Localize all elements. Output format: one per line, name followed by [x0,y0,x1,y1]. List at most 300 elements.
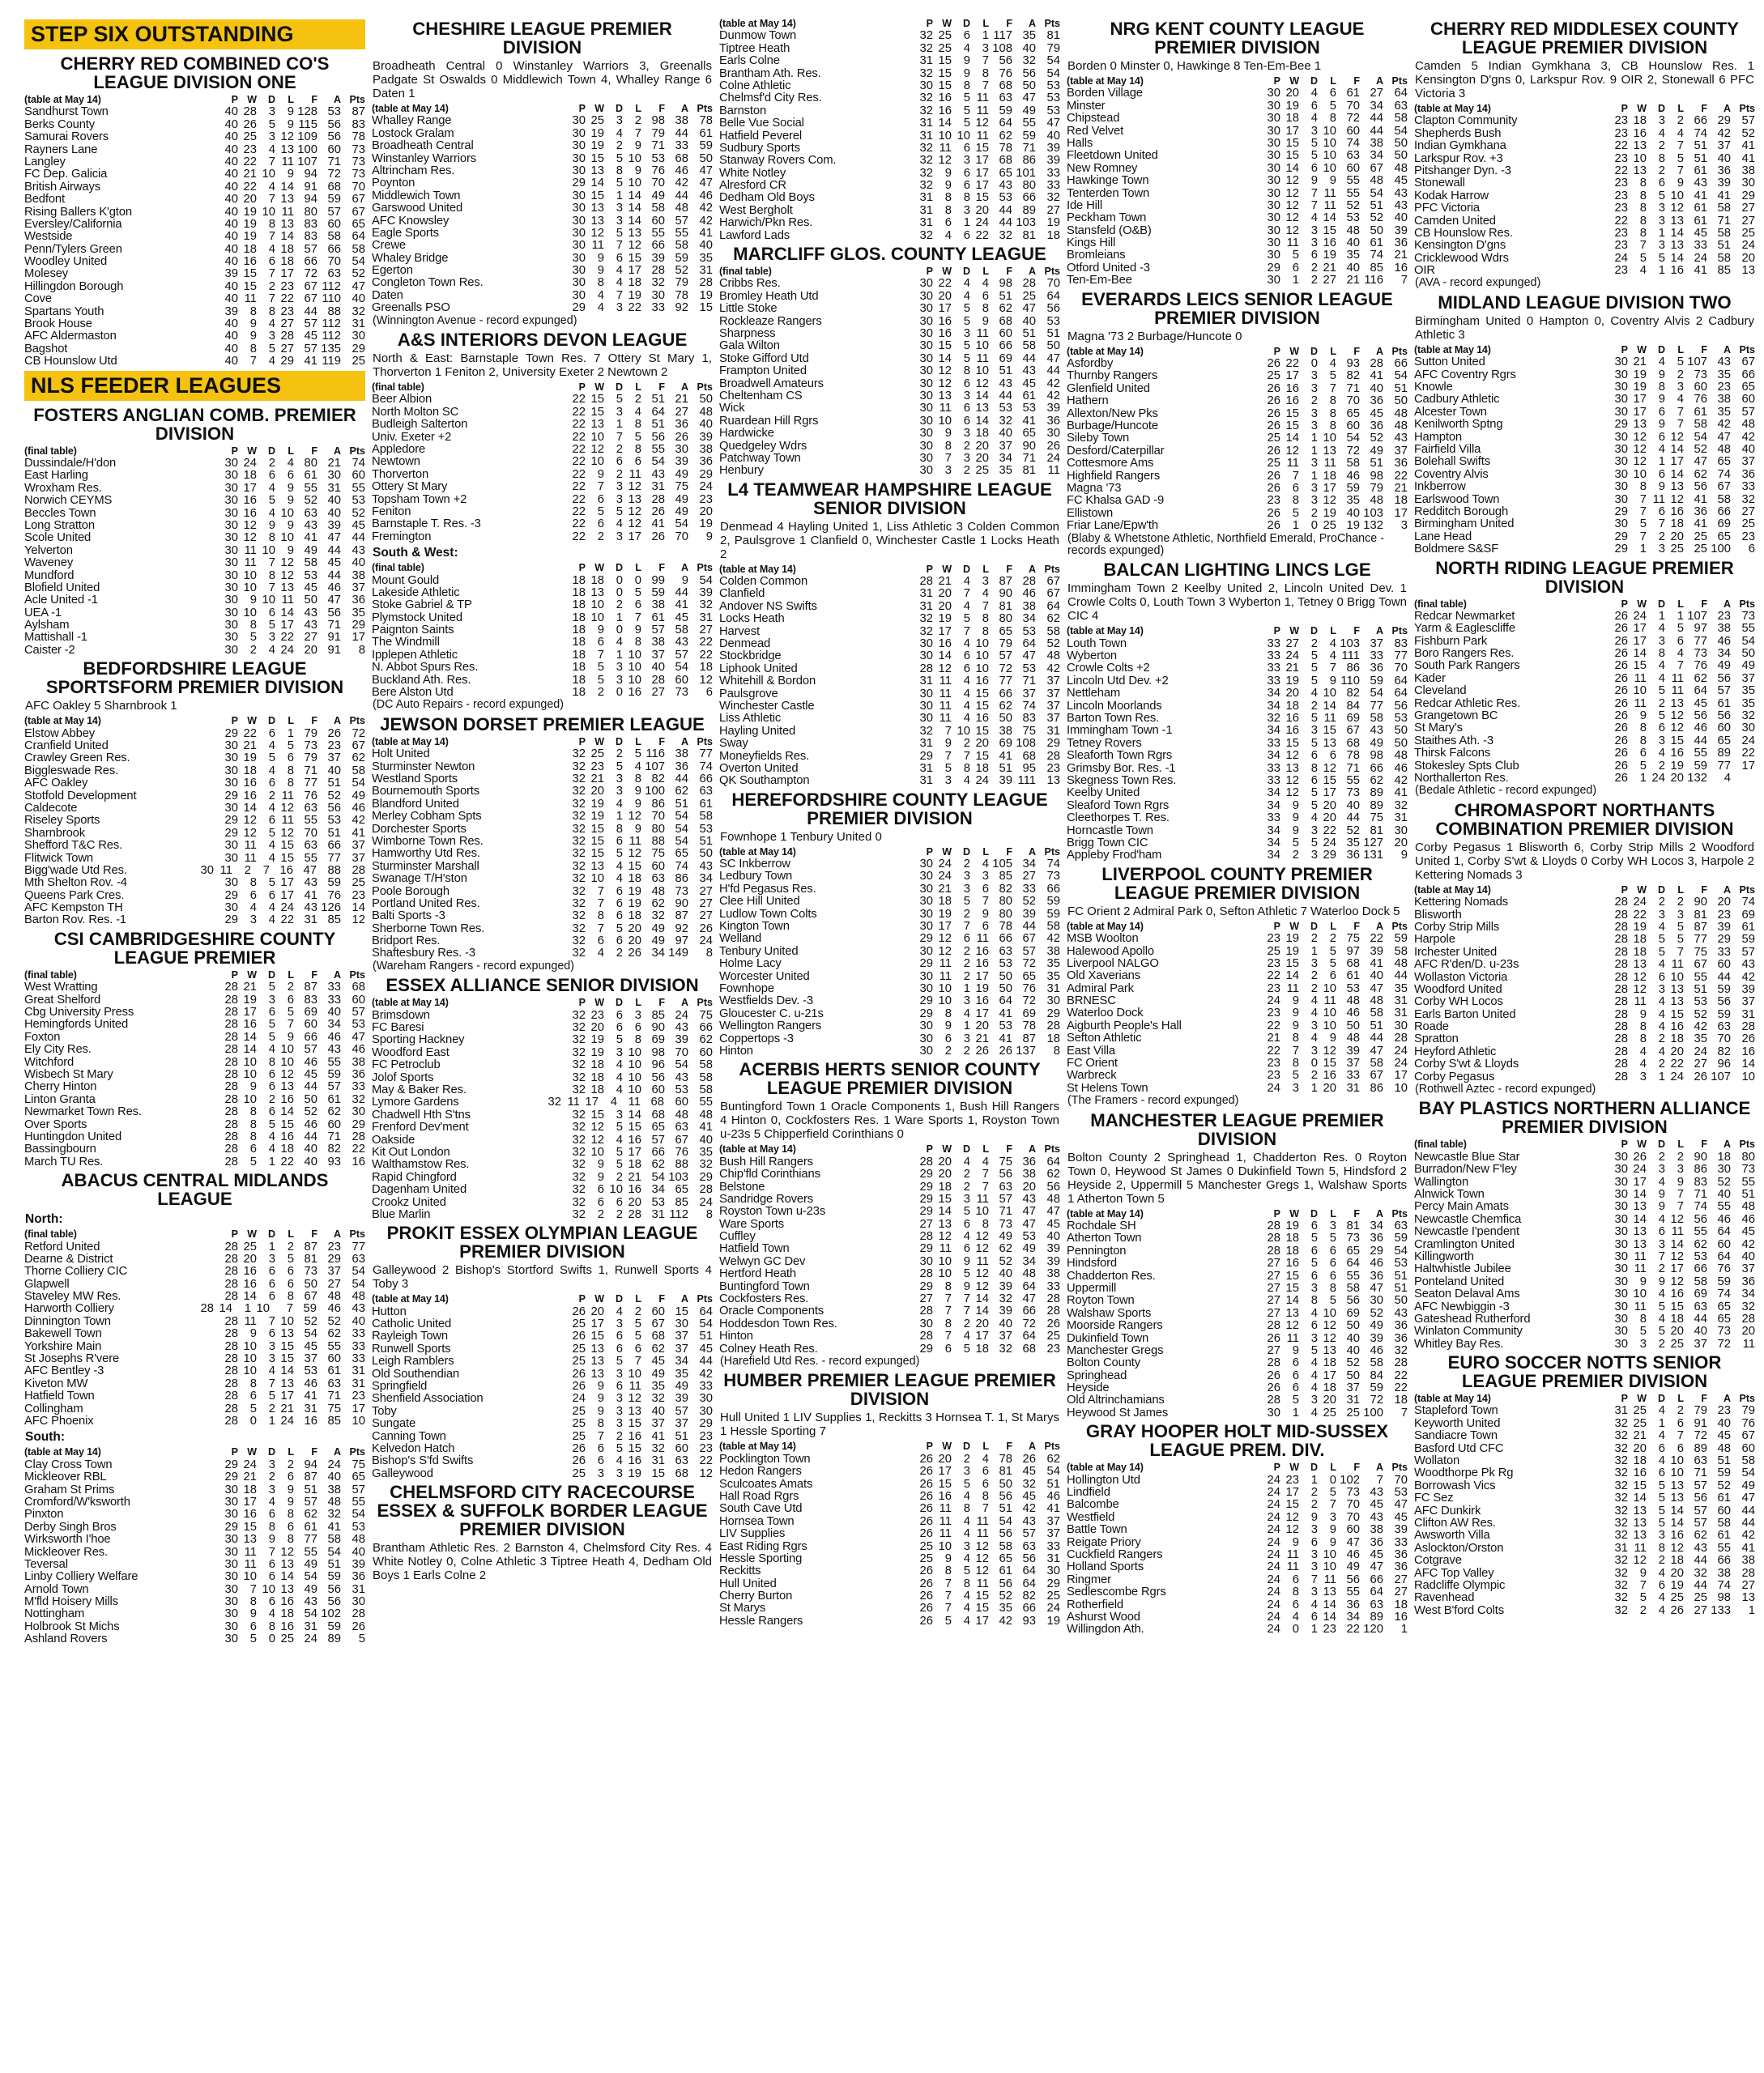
stat-cell: 44 [675,773,688,785]
stat-cell: 4 [1658,355,1665,369]
stat-cell: 23 [280,279,294,293]
stat-cell: 29 [919,1168,933,1181]
stat-cell: 24 [1267,1523,1280,1537]
stat-cell: 13 [1046,774,1060,788]
stat-cell: 30 [1614,443,1628,456]
team-name: Cromford/W'ksworth [24,1496,130,1509]
table-row [24,777,365,790]
stat-cell: 54 [699,573,713,587]
table-row [719,378,1060,390]
stat-cell: 4 [1658,1312,1665,1326]
stat-cell: 4 [616,126,623,140]
stat-cell: 29 [572,177,586,190]
stat-cell: 24 [1694,1045,1707,1058]
stat-cell: 29 [919,1205,933,1219]
stat-cell: 81 [1046,29,1060,43]
table-header-row [1414,884,1755,896]
stat-cell: 32 [919,624,933,638]
league-section [372,329,713,543]
stat-cell: 11 [628,1096,641,1109]
stat-cell: 4 [1658,995,1665,1009]
column-header: D [1657,598,1665,610]
stat-cell: 34 [1267,849,1280,862]
stat-cell: 36 [1394,236,1408,250]
stat-cell: 17 [1323,1369,1336,1382]
column-header: W [1637,1139,1647,1151]
stat-cell: 126 [321,901,341,915]
stat-cell: 68 [650,1096,664,1109]
stat-cell: 8 [1329,112,1336,126]
stat-cell: 55 [1346,1586,1360,1599]
stat-cell: 73 [352,143,365,156]
stat-cell: 28 [224,1390,238,1403]
stat-cell: 23 [1267,1057,1280,1071]
stat-cell: 15 [280,851,294,865]
table-row [24,607,365,619]
stat-cell: 14 [1323,1598,1336,1611]
column-header: Pts [1391,1207,1408,1220]
stat-cell: 48 [675,1108,688,1122]
stat-cell: 54 [651,455,665,469]
stat-cell: 48 [1022,1267,1036,1281]
table-row [1414,1189,1755,1201]
stat-cell: 5 [1310,712,1318,726]
stat-cell: 44 [327,568,341,582]
column-header: P [1621,598,1628,610]
stat-cell: 12 [1670,492,1684,506]
table-row [372,1455,713,1467]
stat-cell: 8 [1329,407,1336,420]
stat-cell: 92 [675,922,688,935]
column-header: D [962,1143,970,1156]
team-name: Frenford Dev'ment [372,1122,469,1134]
team-name: Cheltenham CS [719,389,803,402]
league-title: CHROMASPORT NORTHANTS COMBINATION PREMIER DIVISION [1435,799,1734,839]
table-row [24,557,365,569]
team-name: Cherry Hinton [24,1081,97,1094]
stat-cell: 13 [590,164,604,177]
stat-cell: 10 [262,1582,275,1596]
team-name: Caldecote [24,802,78,815]
stat-cell: 52 [1046,637,1060,651]
stat-cell: 61 [1717,1492,1731,1505]
stat-cell: 8 [1639,1032,1647,1046]
stat-cell: 19 [628,288,641,302]
table-row [24,1119,365,1131]
stat-cell: 42 [1046,932,1060,946]
stat-cell: 7 [1400,274,1408,287]
stat-cell: 2 [1658,1554,1665,1568]
table-row [719,713,1060,725]
stat-cell: 26 [1267,1381,1280,1395]
stat-cell: 48 [1394,419,1408,432]
stat-cell: 19 [1633,381,1647,394]
stat-cell: 47 [699,164,713,177]
stat-cell: 9 [268,518,275,532]
table-row [1067,787,1408,799]
team-name: March TU Res. [24,1156,104,1168]
stat-cell: 36 [1370,662,1383,675]
stat-cell: 12 [938,154,952,168]
stat-cell: 98 [999,277,1012,291]
stat-cell: 64 [1022,1330,1036,1343]
stat-cell: 52 [1370,432,1383,445]
stat-cell: 22 [572,418,586,432]
team-name: West Bergholt [719,204,793,217]
table-row [372,140,713,152]
column-header: A [333,1446,341,1458]
stat-cell: 37 [1370,636,1383,650]
stat-cell: 52 [327,789,341,802]
column-header: F [658,1293,665,1305]
stat-cell: 48 [1370,174,1383,188]
stat-cell: 40 [1370,381,1383,395]
stat-cell: 14 [280,1570,294,1584]
stat-cell: 14 [628,1108,641,1122]
stat-cell: 13 [280,1557,294,1571]
table-row [1067,1599,1408,1611]
stat-cell: 9 [249,317,257,331]
stat-cell: 26 [919,1465,933,1479]
stat-cell: 32 [548,1096,561,1109]
stat-cell: 97 [1346,944,1360,958]
stat-cell: 44 [675,585,688,599]
stat-cell: 68 [675,151,688,165]
stat-cell: 8 [249,1117,257,1131]
stat-cell: 10 [1323,1007,1336,1020]
stat-cell: 51 [999,761,1012,775]
team-name: Hillingdon Borough [24,280,124,293]
column-header: A [1723,598,1731,610]
stat-cell: 46 [699,189,713,202]
stat-cell: 29 [919,1242,933,1256]
stat-cell: 30 [224,556,238,570]
stat-cell: 25 [938,29,952,43]
stat-cell: 40 [224,279,238,293]
stat-cell: 32 [572,760,586,773]
league-title: HEREFORDSHIRE COUNTY LEAGUE PREMIER DIVISION [731,789,1048,828]
table-note: (Blaby & Whetstone Athletic, Northfield Emerald, ProChance - records expunged) [1067,531,1384,557]
column-header: Pts [697,997,713,1009]
stat-cell: 65 [1346,1244,1360,1258]
stat-cell: 9 [1329,674,1336,687]
stat-cell: 40 [1394,211,1408,225]
stat-cell: 6 [1310,1244,1318,1258]
team-name: Pitshanger Dyn. -3 [1414,164,1511,177]
stat-cell: 40 [327,506,341,520]
stat-cell: 16 [938,1489,952,1503]
stat-cell: 2 [1310,1498,1318,1512]
stat-cell: 2 [1677,114,1684,128]
stat-cell: 32 [572,909,586,923]
stat-cell: 37 [1022,687,1036,700]
stat-cell: 56 [1694,1492,1707,1505]
stat-cell: 32 [999,1342,1012,1356]
stat-cell: 60 [1346,419,1360,432]
stat-cell: 8 [1053,1044,1060,1058]
stat-cell: 25 [1046,1590,1060,1603]
team-name: Friar Lane/Epw'th [1067,520,1158,533]
stat-cell: 51 [1046,1477,1060,1491]
stat-cell: 3 [963,994,970,1008]
stat-cell: 34 [675,1355,688,1369]
stat-cell: 5 [616,504,623,518]
stat-cell: 21 [243,1471,257,1484]
table-row [24,1143,365,1156]
stat-cell: 37 [1741,1262,1755,1276]
column-header: A [1723,883,1731,896]
stat-cell: 65 [1022,969,1036,983]
team-name: AFC Phoenix [24,1415,94,1428]
table-status-label: (table at May 14) [1067,920,1144,932]
stat-cell: 24 [1285,649,1299,663]
stat-cell: 43 [1370,1486,1383,1500]
stat-cell: 44 [1346,811,1360,825]
stat-cell: 5 [1639,1591,1647,1605]
team-name: Chadwell Hth S'tns [372,1109,471,1122]
stat-cell: 60 [1694,381,1707,394]
stat-cell: 77 [304,1533,317,1547]
table-row [372,1468,713,1480]
stat-cell: 27 [1267,1343,1280,1357]
stat-cell: 9 [634,164,641,177]
stat-cell: 12 [1670,1541,1684,1555]
stat-cell: 56 [1694,480,1707,494]
stat-cell: 44 [999,216,1012,230]
team-name: Warbreck [1067,1070,1117,1083]
stat-cell: 63 [327,1377,341,1390]
stat-cell: 28 [1046,1019,1060,1033]
stat-cell: 60 [327,1117,341,1131]
stat-cell: 31 [1614,1404,1628,1418]
table-row [372,1047,713,1059]
stat-cell: 7 [1376,1473,1383,1487]
stat-cell: 23 [327,739,341,753]
stat-cell: 3 [963,203,970,217]
stat-cell: 32 [1741,492,1755,506]
stat-cell: 73 [1346,1232,1360,1245]
stat-cell: 3 [616,405,623,419]
stat-cell: 25 [572,1342,586,1356]
stat-cell: 14 [975,1305,989,1318]
table-row [24,1266,365,1278]
stat-cell: 53 [1022,1230,1036,1244]
stat-cell: 14 [938,1205,952,1219]
stat-cell: 37 [1046,675,1060,688]
stat-cell: 10 [975,662,989,675]
league-table [372,562,713,699]
stat-cell: 2 [1310,699,1318,713]
stat-cell: 87 [304,981,317,994]
table-row [1067,1499,1408,1511]
stat-cell: 26 [628,947,641,960]
stat-cell: 8 [1639,722,1647,735]
table-row [372,935,713,947]
table-row [719,1479,1060,1491]
column-header: L [288,715,294,727]
stat-cell: 23 [699,1441,713,1455]
stat-cell: 25 [1670,1337,1684,1351]
stat-cell: 1 [1658,609,1665,623]
stat-cell: 1 [1658,455,1665,469]
stat-cell: 30 [1614,492,1628,506]
stat-cell: 2 [634,114,641,128]
table-row [719,601,1060,613]
stat-cell: 8 [634,636,641,649]
stat-cell: 54 [1370,687,1383,700]
column-header: F [658,735,665,747]
table-row [719,751,1060,763]
stat-cell: 42 [675,177,688,190]
stat-cell: 72 [352,726,365,740]
team-name: Clapton Community [1414,115,1518,128]
stat-cell: 13 [243,1533,257,1547]
stat-cell: 6 [597,1454,604,1468]
stat-cell: 35 [1741,684,1755,698]
stat-cell: 12 [280,568,294,582]
stat-cell: 30 [1614,467,1628,481]
stat-cell: 4 [268,143,275,156]
stat-cell: 30 [327,469,341,483]
stat-cell: 6 [268,1595,275,1609]
stat-cell: 3 [1658,239,1665,253]
stat-cell: 12 [1285,749,1299,763]
stat-cell: 67 [1370,161,1383,175]
stat-cell: 107 [1687,355,1707,369]
stat-cell: 58 [1717,251,1731,265]
stat-cell: 4 [963,774,970,788]
stat-cell: 30 [919,439,933,453]
stat-cell: 4 [1677,647,1684,661]
stat-cell: 6 [616,1008,623,1022]
stat-cell: 4 [1310,1598,1318,1611]
stat-cell: 7 [1677,945,1684,959]
stat-cell: 11 [1286,1331,1299,1345]
stat-cell: 30 [224,1620,238,1633]
stat-cell: 25 [1267,944,1280,958]
stat-cell: 72 [1022,994,1036,1008]
table-row [372,240,713,252]
stat-cell: 54 [1346,432,1360,445]
stat-cell: 48 [1370,994,1383,1008]
league-table [719,846,1060,1058]
stat-cell: 40 [1346,1331,1360,1345]
team-name: SC Inkberrow [719,858,790,871]
table-row [372,1318,713,1330]
stat-cell: 2 [268,1092,275,1106]
stat-cell: 40 [224,130,238,144]
stat-cell: 18 [1394,1394,1408,1407]
stat-cell: 18 [1670,517,1684,531]
stat-cell: 108 [992,41,1012,55]
stat-cell: 25 [572,1417,586,1431]
stat-cell: 6 [616,1330,623,1343]
team-name: Ledbury Town [719,870,793,883]
stat-cell: 41 [327,1520,341,1534]
league-section [1067,1109,1408,1420]
team-name: Poynton [372,177,415,190]
stat-cell: 10 [1633,1288,1647,1301]
table-row [372,599,713,611]
team-name: Appledore [372,444,426,456]
stat-cell: 10 [280,531,294,545]
table-row [24,1522,365,1534]
column-header: A [1028,845,1036,858]
team-name: Congleton Town Res. [372,277,484,290]
stat-cell: 40 [224,217,238,231]
stat-cell: 46 [1394,761,1408,775]
team-name: Newcastle I'pendent [1414,1226,1519,1239]
stat-cell: 11 [244,839,257,853]
stat-cell: 7 [249,1582,257,1596]
stat-cell: 60 [327,1352,341,1366]
team-name: Shaftesbury Res. -3 [372,947,475,960]
stat-cell: 56 [1346,1294,1360,1308]
stat-cell: 2 [1310,261,1318,275]
stat-cell: 58 [1717,1516,1731,1530]
stat-cell: 30 [224,643,238,657]
league-table [1414,344,1755,556]
stat-cell: 91 [327,643,341,657]
team-name: Alresford CR [719,180,786,193]
column-header: D [1310,1207,1318,1220]
table-row [1414,1214,1755,1226]
stat-cell: 32 [572,947,586,960]
table-row [24,343,365,355]
stat-cell: 107 [645,760,665,773]
stat-cell: 70 [304,826,317,840]
team-name: Redditch Borough [1414,505,1509,518]
stat-cell: 50 [699,847,713,861]
team-name: Sandridge Rovers [719,1193,814,1206]
stat-cell: 67 [304,279,317,293]
stat-cell: 39 [699,430,713,444]
table-row [719,155,1060,167]
stat-cell: 41 [1741,1541,1755,1555]
column-header: A [1375,625,1383,637]
stat-cell: 60 [327,217,341,231]
stat-cell: 54 [304,1607,317,1621]
stat-cell: 6 [268,1080,275,1094]
stat-cell: 49 [304,1582,317,1596]
stat-cell: 8 [1658,151,1665,165]
stat-cell: 1 [1310,444,1318,458]
stat-cell: 5 [358,1632,365,1646]
stat-cell: 14 [219,1302,232,1316]
stat-cell: 24 [304,1632,317,1646]
stat-cell: 8 [249,1105,257,1119]
stat-cell: 19 [243,217,257,231]
stat-cell: 64 [1717,1249,1731,1263]
table-row [1067,1345,1408,1357]
league-table [372,1293,713,1480]
stat-cell: 47 [1022,649,1036,663]
column-header: Pts [349,94,365,105]
stat-cell: 11 [939,1502,952,1516]
stat-cell: 36 [1370,419,1383,432]
stat-cell: 28 [1046,749,1060,763]
stat-cell: 42 [699,202,713,215]
stat-cell: 11 [1286,1560,1299,1574]
stat-cell: 31 [1346,1394,1360,1407]
stat-cell: 5 [287,1006,294,1019]
table-row [1414,1046,1755,1058]
column-header: D [962,266,970,278]
stat-cell: 15 [590,405,604,419]
stat-cell: 5 [1310,662,1318,675]
stat-cell: 12 [699,1466,713,1480]
table-row [372,848,713,860]
